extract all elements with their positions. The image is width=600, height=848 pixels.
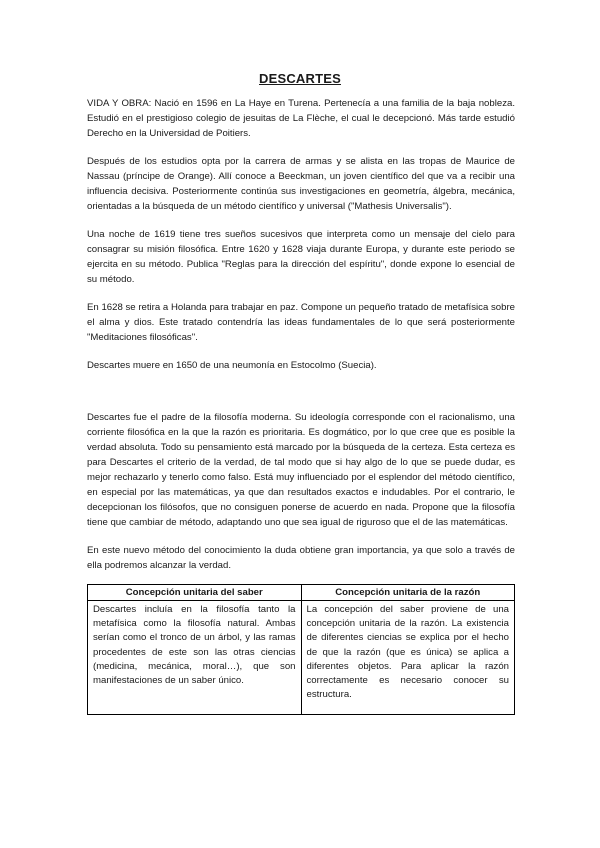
paragraph-estudios: Después de los estudios opta por la carrera de armas y se alista en las tropas de Maurice de Nassau (príncipe de Orange). Allí conoce a Beeckman, un joven científico del que va a recibir una influencia decisiva. Posteriormente continúa sus investigaciones en geometría, álgebra, mecánica, orientadas a la búsqueda de un método científico y universal ("Mathesis Universalis"). — [87, 156, 515, 212]
table-cell-saber: Descartes incluía en la filosofía tanto la metafísica como la filosofía natural. Ambas serían como el tronco de un árbol, y las ramas procedentes de este son las otras ciencias (medicina, mecánica, moral…), que son manifestaciones de un saber único. — [88, 601, 302, 715]
concepts-table — [87, 584, 515, 715]
paragraph-holanda: En 1628 se retira a Holanda para trabajar en paz. Compone un pequeño tratado de metafísica sobre el alma y dios. Este tratado contendría las ideas fundamentales de lo que será posteriormente "Meditaciones filosóficas". — [87, 302, 515, 343]
paragraph-suenos: Una noche de 1619 tiene tres sueños sucesivos que interpreta como un mensaje del cielo para consagrar su misión filosófica. Entre 1620 y 1628 viaja durante Europa, y durante este periodo se ejercita en su método. Publica "Reglas para la dirección del espíritu", donde expone lo esencial de su método. — [87, 229, 515, 285]
philosophy-section — [87, 410, 515, 573]
paragraph-muerte: Descartes muere en 1650 de una neumonía en Estocolmo (Suecia). — [87, 360, 377, 371]
paragraph-filosofia-moderna: Descartes fue el padre de la filosofía moderna. Su ideología corresponde con el racionalismo, una corriente filosófica en la que la razón es prioritaria. Es dogmático, por lo que cree que es posible la verdad absoluta. Todo su pensamiento está marcado por la búsqueda de la certeza. Esta certeza es para Descartes el criterio de la verdad, de tal modo que si hay algo de lo que se puede dudar, es mejor rechazarlo y tenerlo como falso. Está muy influenciado por el esplendor del método científico, en especial por las matemáticas, ya que dan resultados exactos e indudables. Por el contrario, le decepcionan los filósofos, que no consiguen ponerse de acuerdo en nada. Propone que la filosofía tiene que cambiar de método, adaptando uno que sea igual de riguroso que el de las matemáticas. — [87, 412, 515, 528]
table-row — [88, 601, 515, 715]
paragraph-metodo-duda: En este nuevo método del conocimiento la duda obtiene gran importancia, ya que solo a través de ella podremos alcanzar la verdad. — [87, 545, 515, 571]
table-header-saber: Concepción unitaria del saber — [88, 585, 302, 601]
table-cell-razon: La concepción del saber proviene de una concepción unitaria de la razón. La existencia de diferentes ciencias se explica por el hecho de que la razón (que es única) se aplica a diferentes objetos. Para aplicar la razón correctamente es necesario conocer su estructura. — [301, 601, 515, 715]
document-body — [87, 96, 515, 715]
biography-section — [87, 96, 515, 373]
paragraph-vida-y-obra: VIDA Y OBRA: Nació en 1596 en La Haye en Turena. Pertenecía a una familia de la baja nobleza. Estudió en el prestigioso colegio de jesuitas de La Flèche, el cual le decepcionó. Más tarde estudió Derecho en la Universidad de Poitiers. — [87, 98, 515, 139]
table-header-razon: Concepción unitaria de la razón — [301, 585, 515, 601]
section-spacer — [87, 386, 515, 410]
table-header-row — [88, 585, 515, 601]
page-title: DESCARTES — [259, 71, 341, 86]
